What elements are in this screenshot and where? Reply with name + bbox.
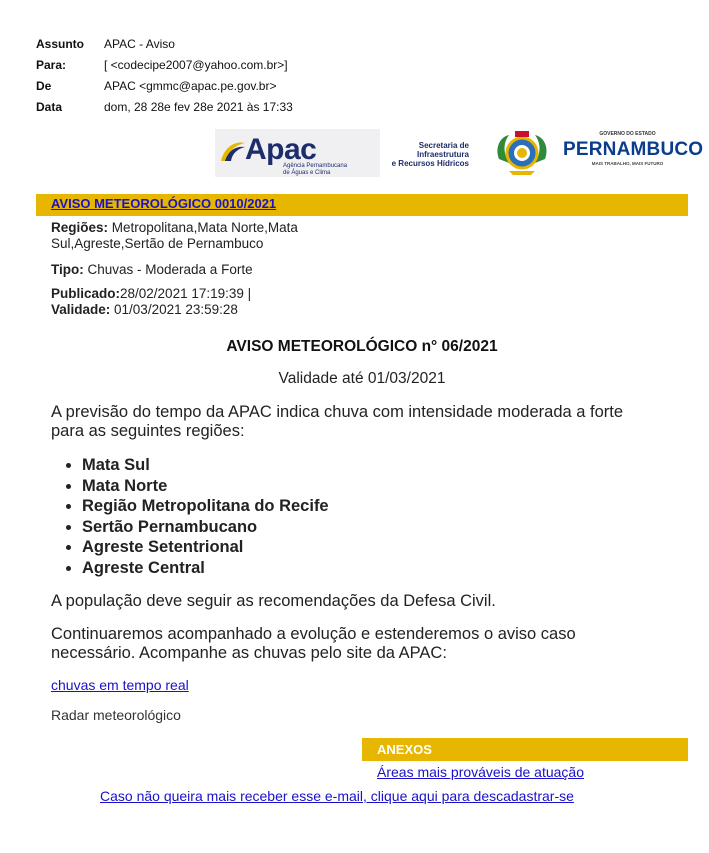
list-item: • Agreste Central: [82, 558, 329, 579]
to-row: [36, 55, 293, 76]
from-label: De: [36, 79, 52, 93]
validity-label: Validade:: [51, 302, 111, 317]
alert-regions: [51, 220, 298, 252]
pernambuco-crest-icon: [491, 129, 553, 177]
alert-dates: [51, 286, 251, 318]
pe-government-label: GOVERNO DO ESTADO: [599, 131, 656, 137]
email-header: [36, 34, 293, 118]
date-row: [36, 97, 293, 118]
subject-row: [36, 34, 293, 55]
type-label: Tipo:: [51, 262, 84, 277]
logos-banner: [215, 127, 704, 179]
attachments-title: ANEXOS: [377, 742, 432, 757]
alert-title-link[interactable]: AVISO METEOROLÓGICO 0010/2021: [51, 196, 277, 211]
list-item: • Mata Sul: [82, 455, 329, 476]
apac-subtitle: Agência Pernambucana de Águas e Clima: [283, 163, 348, 176]
subject-label: Assunto: [36, 37, 84, 51]
unsubscribe-link[interactable]: Caso não queira mais receber esse e-mail, clique aqui para descadastrar-se: [100, 788, 574, 804]
attachment-link[interactable]: Áreas mais prováveis de atuação: [377, 764, 584, 780]
from-value[interactable]: APAC <gmmc@apac.pe.gov.br>: [104, 79, 277, 93]
radar-label: Radar meteorológico: [51, 707, 181, 723]
published-value: 28/02/2021 17:19:39 |: [120, 286, 252, 301]
follow-paragraph: Continuaremos acompanhado a evolução e estenderemos o aviso caso necessário. Acompanhe as chuvas pelo site da APAC:: [51, 625, 576, 662]
validity-value: 01/03/2021 23:59:28: [110, 302, 238, 317]
to-value[interactable]: [ <codecipe2007@yahoo.com.br>]: [104, 58, 288, 72]
pe-slogan: MAIS TRABALHO, MAIS FUTURO: [591, 161, 664, 166]
bulletin-validity: Validade até 01/03/2021: [278, 370, 446, 387]
intro-paragraph: A previsão do tempo da APAC indica chuva com intensidade moderada a forte para as seguintes regiões:: [51, 403, 624, 440]
date-value: dom, 28 28e fev 28e 2021 às 17:33: [104, 100, 293, 114]
alert-type: [51, 262, 253, 278]
date-label: Data: [36, 100, 63, 114]
seinfra-logo: Secretaria de Infraestrutura e Recursos Hídricos: [391, 141, 469, 168]
type-value: Chuvas - Moderada a Forte: [83, 262, 253, 277]
apac-wordmark: Apac: [245, 133, 317, 166]
regions-list: [64, 455, 329, 579]
subject-value: APAC - Aviso: [104, 37, 175, 51]
regions-value-1: Metropolitana,Mata Norte,Mata: [108, 220, 298, 235]
apac-logo: [215, 129, 380, 177]
to-label: Para:: [36, 58, 67, 72]
realtime-rain-link[interactable]: chuvas em tempo real: [51, 677, 189, 693]
list-item: • Sertão Pernambucano: [82, 517, 329, 538]
from-row: [36, 76, 293, 97]
civil-defense-paragraph: A população deve seguir as recomendações da Defesa Civil.: [51, 592, 496, 610]
pe-wordmark: PERNAMBUCO: [563, 139, 704, 160]
regions-label: Regiões:: [51, 220, 109, 235]
bulletin-heading: AVISO METEOROLÓGICO n° 06/2021: [226, 338, 498, 355]
list-item: • Agreste Setentrional: [82, 537, 329, 558]
published-label: Publicado:: [51, 286, 121, 301]
regions-value-2: Sul,Agreste,Sertão de Pernambuco: [51, 236, 264, 251]
apac-swoosh-icon: [219, 139, 247, 165]
list-item: • Região Metropolitana do Recife: [82, 496, 329, 517]
list-item: • Mata Norte: [82, 476, 329, 497]
